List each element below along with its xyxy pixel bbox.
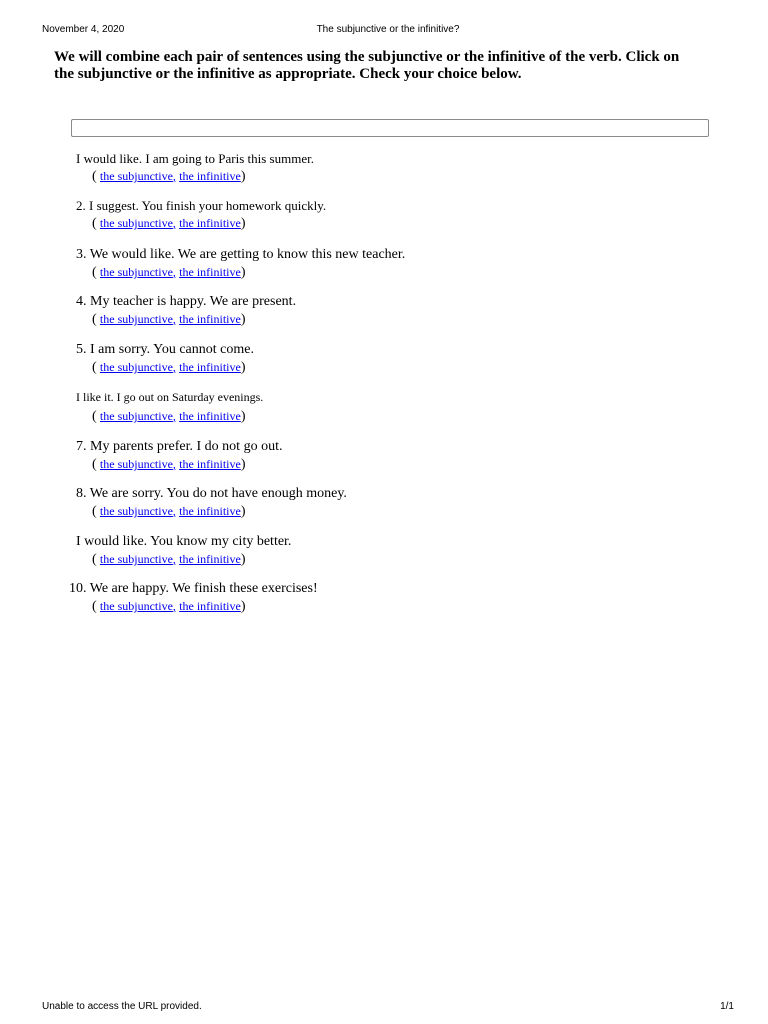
infinitive-link[interactable]: the infinitive: [179, 457, 241, 471]
infinitive-link[interactable]: the infinitive: [179, 216, 241, 230]
paren-close: ): [240, 360, 246, 375]
question-text: 8. We are sorry. You do not have enough money.: [76, 486, 347, 501]
infinitive-link[interactable]: the infinitive: [179, 552, 241, 566]
paren-close: ): [240, 265, 246, 280]
choice-line: [92, 359, 245, 375]
print-date: November 4, 2020: [42, 24, 125, 35]
question-text: 2. I suggest. You finish your homework quickly.: [76, 198, 327, 213]
paren-open: (: [92, 216, 97, 231]
infinitive-link[interactable]: the infinitive: [179, 312, 241, 326]
choice-line: [92, 311, 245, 327]
subjunctive-link[interactable]: the subjunctive: [99, 599, 173, 613]
instructions: We will combine each pair of sentences using the subjunctive or the infinitive of the verb. Click on the subjunctive or the infinitive as appropriate. Check your choice below.: [54, 49, 680, 82]
choice-separator: ,: [172, 169, 176, 183]
choice-line: [92, 503, 245, 519]
paren-close: ): [240, 599, 246, 614]
paren-close: ): [240, 409, 246, 424]
question-text: 4. My teacher is happy. We are present.: [76, 294, 297, 309]
paren-close: ): [240, 457, 246, 472]
choice-line: [92, 215, 245, 231]
choice-separator: ,: [172, 409, 176, 423]
infinitive-link[interactable]: the infinitive: [179, 265, 241, 279]
subjunctive-link[interactable]: the subjunctive: [99, 504, 173, 518]
paren-close: ): [240, 312, 246, 327]
choice-line: [92, 551, 245, 567]
paren-close: ): [240, 169, 246, 184]
choice-line: [92, 264, 245, 280]
paren-open: (: [92, 504, 97, 519]
paren-open: (: [92, 169, 97, 184]
paren-open: (: [92, 409, 97, 424]
paren-open: (: [92, 552, 97, 567]
paren-open: (: [92, 360, 97, 375]
choice-separator: ,: [172, 216, 176, 230]
answer-box[interactable]: [71, 119, 709, 137]
infinitive-link[interactable]: the infinitive: [179, 504, 241, 518]
question-text: I would like. I am going to Paris this summer.: [76, 151, 314, 166]
question-text: 10. We are happy. We finish these exercises!: [69, 581, 318, 596]
choice-line: [92, 598, 245, 614]
choice-line: [92, 456, 245, 472]
subjunctive-link[interactable]: the subjunctive: [99, 457, 173, 471]
question-text: 3. We would like. We are getting to know this new teacher.: [76, 247, 406, 262]
print-footer: [42, 1001, 734, 1015]
paren-open: (: [92, 312, 97, 327]
print-url-note: Unable to access the URL provided.: [42, 1001, 202, 1012]
paren-open: (: [92, 599, 97, 614]
infinitive-link[interactable]: the infinitive: [179, 169, 241, 183]
question-text: I would like. You know my city better.: [76, 534, 292, 549]
subjunctive-link[interactable]: the subjunctive: [99, 360, 173, 374]
choice-separator: ,: [172, 504, 176, 518]
paren-open: (: [92, 265, 97, 280]
subjunctive-link[interactable]: the subjunctive: [99, 265, 173, 279]
infinitive-link[interactable]: the infinitive: [179, 360, 241, 374]
subjunctive-link[interactable]: the subjunctive: [99, 552, 173, 566]
choice-separator: ,: [172, 552, 176, 566]
choice-separator: ,: [172, 360, 176, 374]
subjunctive-link[interactable]: the subjunctive: [99, 216, 173, 230]
print-page-number: 1/1: [720, 1001, 734, 1012]
paren-close: ): [240, 504, 246, 519]
question-text: I like it. I go out on Saturday evenings.: [76, 390, 264, 404]
subjunctive-link[interactable]: the subjunctive: [99, 312, 173, 326]
paren-close: ): [240, 552, 246, 567]
choice-line: [92, 168, 245, 184]
choice-line: [92, 408, 245, 424]
infinitive-link[interactable]: the infinitive: [179, 409, 241, 423]
infinitive-link[interactable]: the infinitive: [179, 599, 241, 613]
print-header: [42, 24, 734, 38]
choice-separator: ,: [172, 457, 176, 471]
choice-separator: ,: [172, 312, 176, 326]
choice-separator: ,: [172, 265, 176, 279]
paren-open: (: [92, 457, 97, 472]
question-text: 7. My parents prefer. I do not go out.: [76, 439, 283, 454]
subjunctive-link[interactable]: the subjunctive: [99, 169, 173, 183]
choice-separator: ,: [172, 599, 176, 613]
question-text: 5. I am sorry. You cannot come.: [76, 342, 254, 357]
subjunctive-link[interactable]: the subjunctive: [99, 409, 173, 423]
paren-close: ): [240, 216, 246, 231]
print-title: The subjunctive or the infinitive?: [316, 24, 460, 35]
